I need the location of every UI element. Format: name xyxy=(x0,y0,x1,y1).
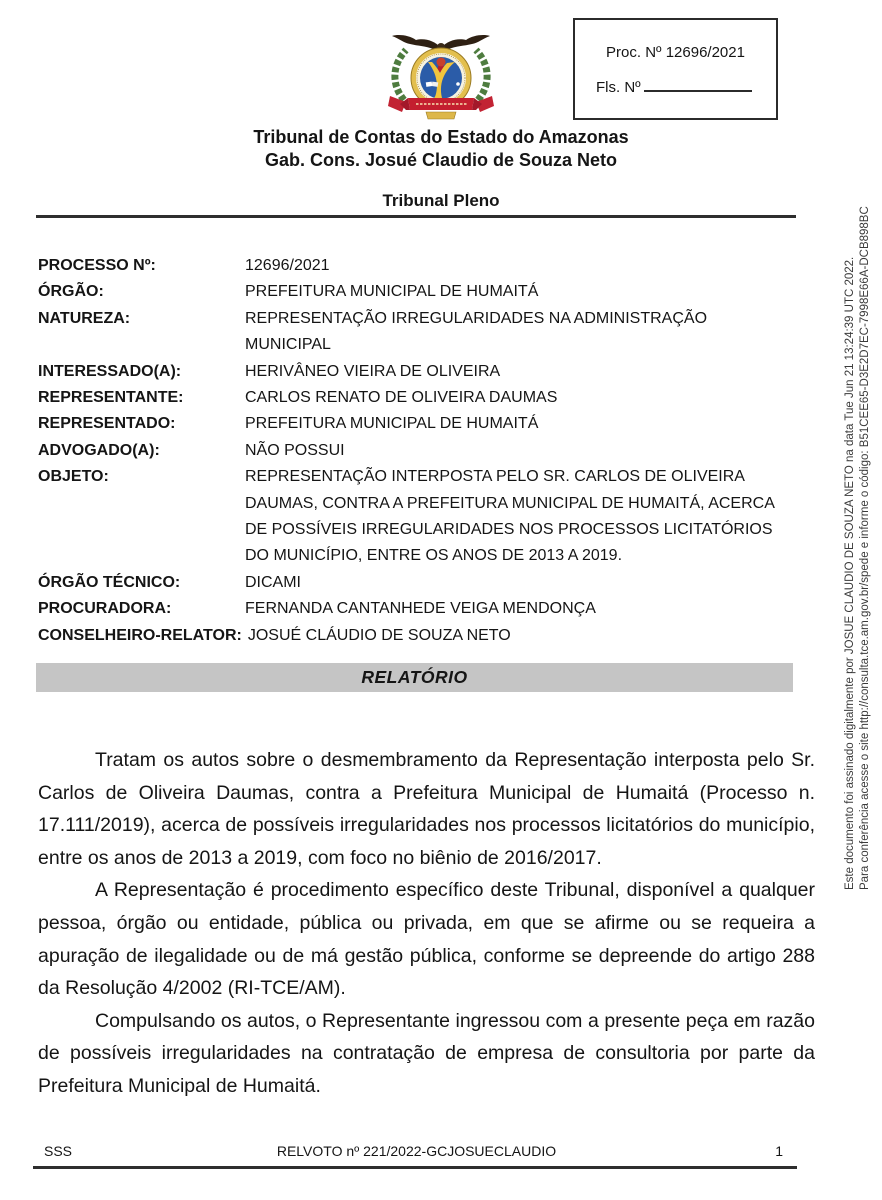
field-value: NÃO POSSUI xyxy=(245,441,345,459)
field-label: PROCURADORA: xyxy=(38,600,172,618)
field-label: REPRESENTADO: xyxy=(38,415,176,433)
field-value: DICAMI xyxy=(245,573,301,591)
page-footer xyxy=(36,1143,797,1163)
field-label: INTERESSADO(A): xyxy=(38,362,182,380)
footer-page-number: 1 xyxy=(775,1143,783,1159)
field-label: REPRESENTANTE: xyxy=(38,389,184,407)
field-row-orgao xyxy=(38,279,816,305)
section-title-bar xyxy=(36,663,793,692)
chamber-title: Tribunal Pleno xyxy=(382,191,500,210)
field-row-orgao-tecnico xyxy=(38,570,816,596)
footer-doc-ref: RELVOTO nº 221/2022-GCJOSUECLAUDIO xyxy=(276,1143,557,1159)
field-label: NATUREZA: xyxy=(38,309,131,327)
proc-number-label: Proc. Nº 12696/2021 xyxy=(606,44,745,61)
field-label: ÓRGÃO TÉCNICO: xyxy=(38,573,181,591)
fls-label-row xyxy=(596,76,776,96)
field-value: HERIVÂNEO VIEIRA DE OLIVEIRA xyxy=(245,362,501,380)
digital-signature-note-line1: Este documento foi assinado digitalmente por JOSUE CLAUDIO DE SOUZA NETO na data Tue Jun 21 13:24:39 UTC 2022. xyxy=(844,256,856,890)
field-label: OBJETO: xyxy=(38,468,109,486)
paragraph: A Representação é procedimento específico deste Tribunal, disponível a qualquer pessoa, órgão ou entidade, pública ou privada, em que se afirme ou se requeira a apuração de ilegalidade ou de má gestão pública, conforme se depreende do artigo 288 da Resolução 4/2002 (RI-TCE/AM). xyxy=(38,879,815,1000)
field-row-advogado xyxy=(38,438,816,464)
tce-am-coat-of-arms-icon xyxy=(376,26,506,120)
process-fields xyxy=(38,253,816,649)
field-value: FERNANDA CANTANHEDE VEIGA MENDONÇA xyxy=(245,600,596,618)
field-value: JOSUÉ CLÁUDIO DE SOUZA NETO xyxy=(247,626,511,644)
field-row-natureza xyxy=(38,306,816,359)
field-row-procuradora xyxy=(38,596,816,622)
field-value: REPRESENTAÇÃO IRREGULARIDADES NA ADMINISTRAÇÃO MUNICIPAL xyxy=(245,309,708,354)
fls-label: Fls. Nº xyxy=(596,79,641,96)
paragraph: Compulsando os autos, o Representante ingressou com a presente peça em razão de possíveis irregularidades na contratação de empresa de consultoria por parte da Prefeitura Municipal de Humaitá. xyxy=(38,1009,815,1097)
header-rule xyxy=(36,215,796,218)
footer-rule xyxy=(33,1166,797,1169)
field-value: REPRESENTAÇÃO INTERPOSTA PELO SR. CARLOS DE OLIVEIRA DAUMAS, CONTRA A PREFEITURA MUNICIPAL DE HUMAITÁ, ACERCA DE POSSÍVEIS IRREGULARIDADES NOS PROCESSOS LICITATÓRIOS DO MUNICÍPIO, ENTRE OS ANOS DE 2013 A 2019. xyxy=(245,468,774,565)
field-value: PREFEITURA MUNICIPAL DE HUMAITÁ xyxy=(245,415,539,433)
digital-signature-note-line2: Para conferência acesse o site http://consulta.tce.am.gov.br/spede e informe o código: B51CEE65-D3E2D7EC-7998E66A-DCB898BC xyxy=(859,206,871,890)
coat-of-arms-graphic xyxy=(376,26,506,120)
field-row-representado xyxy=(38,411,816,437)
field-row-representante xyxy=(38,385,816,411)
org-header xyxy=(0,126,882,172)
footer-initials: SSS xyxy=(44,1143,73,1159)
field-value: PREFEITURA MUNICIPAL DE HUMAITÁ xyxy=(245,283,539,301)
field-row-interessado xyxy=(38,359,816,385)
fls-blank-line xyxy=(644,76,752,92)
report-body xyxy=(38,744,815,1103)
field-row-objeto xyxy=(38,464,816,570)
section-title: RELATÓRIO xyxy=(361,667,468,687)
field-row-processo xyxy=(38,253,816,279)
org-title: Tribunal de Contas do Estado do Amazonas xyxy=(253,127,629,147)
field-label: ÓRGÃO: xyxy=(38,283,104,301)
paragraph: Tratam os autos sobre o desmembramento da Representação interposta pelo Sr. Carlos de Oliveira Daumas, contra a Prefeitura Municipal de Humaitá (Processo n. 17.111/2019), acerca de possíveis irregularidades nos processos licitatórios do município, entre os anos de 2013 a 2019, com foco no biênio de 2016/2017. xyxy=(38,749,815,869)
proc-number-box xyxy=(573,18,778,120)
org-subtitle: Gab. Cons. Josué Claudio de Souza Neto xyxy=(264,150,618,170)
field-row-conselheiro-relator xyxy=(38,623,816,649)
field-value: 12696/2021 xyxy=(245,257,330,274)
field-value: CARLOS RENATO DE OLIVEIRA DAUMAS xyxy=(245,389,558,407)
field-label: PROCESSO Nº: xyxy=(38,257,156,274)
field-label: ADVOGADO(A): xyxy=(38,441,160,459)
field-label: CONSELHEIRO-RELATOR: xyxy=(38,626,242,644)
